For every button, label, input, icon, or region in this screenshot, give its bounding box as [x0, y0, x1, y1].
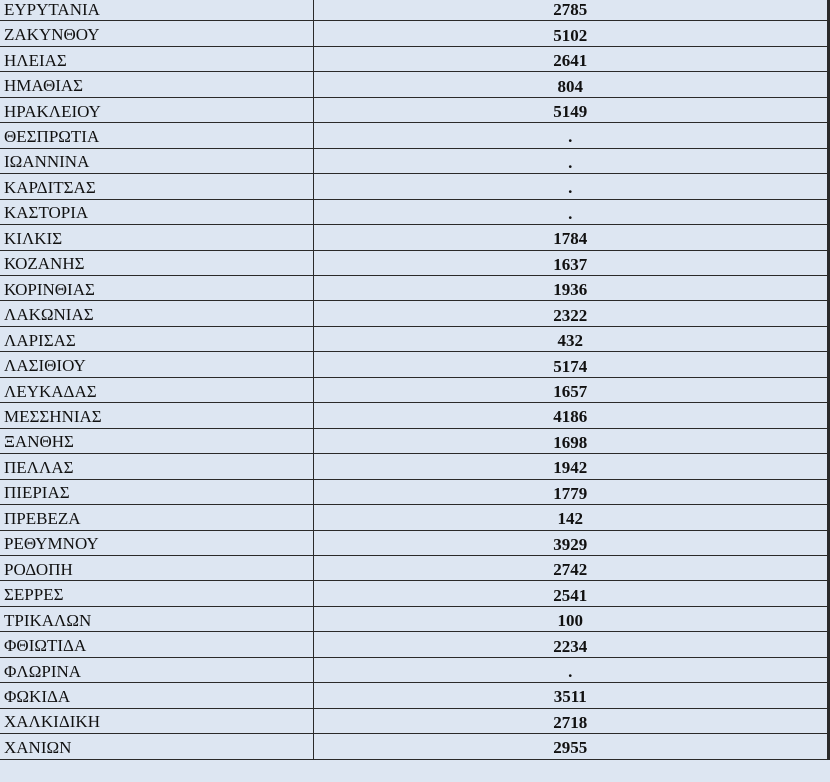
prefecture-name-cell: ΦΛΩΡΙΝΑ [0, 657, 313, 682]
prefecture-name-cell: ΠΙΕΡΙΑΣ [0, 479, 313, 504]
value-cell: 432 [313, 326, 829, 351]
value-cell: . [313, 657, 829, 682]
prefecture-name-cell: ΖΑΚΥΝΘΟΥ [0, 21, 313, 46]
prefecture-name-cell: ΚΑΣΤΟΡΙΑ [0, 199, 313, 224]
value-cell: 2322 [313, 301, 829, 326]
prefecture-name-cell: ΤΡΙΚΑΛΩΝ [0, 606, 313, 631]
value-cell: 2541 [313, 581, 829, 606]
prefecture-name-cell: ΚΙΛΚΙΣ [0, 225, 313, 250]
table-row [0, 657, 829, 682]
table-row [0, 505, 829, 530]
table-row [0, 174, 829, 199]
table-row [0, 123, 829, 148]
table-row [0, 403, 829, 428]
table-row [0, 0, 829, 21]
prefecture-name-cell: ΚΟΖΑΝΗΣ [0, 250, 313, 275]
value-cell: 2718 [313, 708, 829, 733]
value-cell: 142 [313, 505, 829, 530]
prefecture-name-cell: ΡΕΘΥΜΝΟΥ [0, 530, 313, 555]
table-row [0, 326, 829, 351]
prefecture-name-cell: ΦΘΙΩΤΙΔΑ [0, 632, 313, 657]
table-row [0, 352, 829, 377]
prefecture-name-cell: ΜΕΣΣΗΝΙΑΣ [0, 403, 313, 428]
value-cell: 2785 [313, 0, 829, 21]
table-row [0, 21, 829, 46]
prefecture-name-cell: ΦΩΚΙΔΑ [0, 683, 313, 708]
prefecture-name-cell: ΛΑΡΙΣΑΣ [0, 326, 313, 351]
value-cell: . [313, 148, 829, 173]
table-row [0, 555, 829, 580]
prefecture-name-cell: ΕΥΡΥΤΑΝΙΑ [0, 0, 313, 21]
table-row [0, 72, 829, 97]
prefecture-name-cell: ΛΕΥΚΑΔΑΣ [0, 377, 313, 402]
table-row [0, 708, 829, 733]
value-cell: 100 [313, 606, 829, 631]
value-cell: 4186 [313, 403, 829, 428]
table-row [0, 301, 829, 326]
prefecture-name-cell: ΚΟΡΙΝΘΙΑΣ [0, 275, 313, 300]
value-cell: 2641 [313, 46, 829, 71]
value-cell: 1784 [313, 225, 829, 250]
table-row [0, 377, 829, 402]
value-cell: 2234 [313, 632, 829, 657]
prefecture-name-cell: ΗΜΑΘΙΑΣ [0, 72, 313, 97]
prefecture-name-cell: ΧΑΝΙΩΝ [0, 734, 313, 759]
prefecture-name-cell: ΡΟΔΟΠΗ [0, 555, 313, 580]
prefecture-name-cell: ΠΡΕΒΕΖΑ [0, 505, 313, 530]
table-row [0, 225, 829, 250]
table-row [0, 581, 829, 606]
table-row [0, 250, 829, 275]
prefecture-name-cell: ΘΕΣΠΡΩΤΙΑ [0, 123, 313, 148]
table-row [0, 683, 829, 708]
table-row [0, 46, 829, 71]
prefecture-name-cell: ΚΑΡΔΙΤΣΑΣ [0, 174, 313, 199]
prefecture-name-cell: ΠΕΛΛΑΣ [0, 454, 313, 479]
prefecture-name-cell: ΧΑΛΚΙΔΙΚΗ [0, 708, 313, 733]
value-cell: 1936 [313, 275, 829, 300]
table-row [0, 199, 829, 224]
prefecture-name-cell: ΗΡΑΚΛΕΙΟΥ [0, 97, 313, 122]
value-cell: 1698 [313, 428, 829, 453]
table-row [0, 275, 829, 300]
value-cell: 1657 [313, 377, 829, 402]
value-cell: . [313, 123, 829, 148]
table-row [0, 454, 829, 479]
prefecture-name-cell: ΗΛΕΙΑΣ [0, 46, 313, 71]
value-cell: 1637 [313, 250, 829, 275]
prefecture-name-cell: ΛΑΣΙΘΙΟΥ [0, 352, 313, 377]
prefecture-name-cell: ΛΑΚΩΝΙΑΣ [0, 301, 313, 326]
table-row [0, 530, 829, 555]
table-row [0, 734, 829, 759]
value-cell: 5149 [313, 97, 829, 122]
table-row [0, 97, 829, 122]
prefecture-name-cell: ΣΕΡΡΕΣ [0, 581, 313, 606]
prefecture-name-cell: ΙΩΑΝΝΙΝΑ [0, 148, 313, 173]
value-cell: 1942 [313, 454, 829, 479]
value-cell: 1779 [313, 479, 829, 504]
table-row [0, 632, 829, 657]
prefecture-name-cell: ΞΑΝΘΗΣ [0, 428, 313, 453]
table-row [0, 606, 829, 631]
table-row [0, 428, 829, 453]
value-cell: 5174 [313, 352, 829, 377]
table-row [0, 479, 829, 504]
value-cell: 3929 [313, 530, 829, 555]
value-cell: . [313, 174, 829, 199]
value-cell: 2742 [313, 555, 829, 580]
table-row [0, 148, 829, 173]
value-cell: 2955 [313, 734, 829, 759]
value-cell: 804 [313, 72, 829, 97]
value-cell: 3511 [313, 683, 829, 708]
value-cell: 5102 [313, 21, 829, 46]
value-cell: . [313, 199, 829, 224]
